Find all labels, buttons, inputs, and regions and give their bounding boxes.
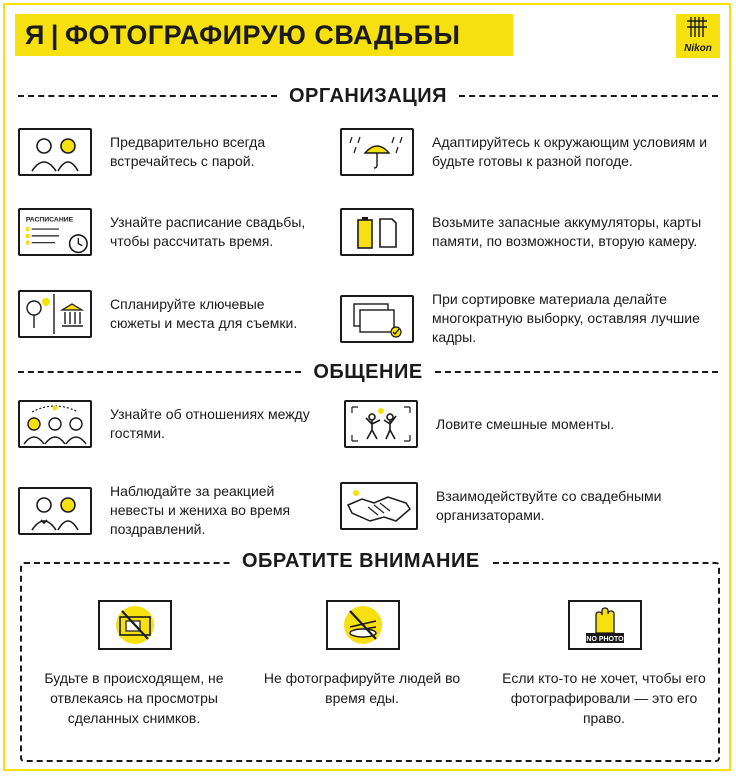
- logo-rays-icon: [687, 17, 709, 39]
- funny-moments-icon: [344, 400, 418, 448]
- svg-text:РАСПИСАНИЕ: РАСПИСАНИЕ: [25, 216, 74, 224]
- title-prefix: Я: [25, 19, 45, 50]
- brand-name: Nikon: [684, 43, 712, 54]
- org-item-sorting: [340, 290, 730, 347]
- org-item-weather: [340, 128, 730, 176]
- attention-text: Будьте в происходящем, не отвлекаясь на просмотры сделанных снимков.: [44, 670, 224, 726]
- org-item-text: Узнайте расписание свадьбы, чтобы рассчитать время.: [110, 214, 306, 249]
- org-item-text: При сортировке материала делайте многократную выборку, оставляя лучшие кадры.: [432, 291, 700, 345]
- places-plan-icon: [18, 290, 92, 338]
- bride-groom-icon: [18, 487, 92, 535]
- section-communication-title: ОБЩЕНИЕ: [313, 360, 423, 383]
- comm-item-text: Наблюдайте за реакцией невесты и жениха во время поздравлений.: [110, 483, 291, 537]
- attention-text: Если кто-то не хочет, чтобы его фотографировали — это его право.: [502, 670, 706, 726]
- attention-text: Не фотографируйте людей во время еды.: [263, 670, 461, 706]
- nikon-logo: [676, 14, 720, 58]
- title-main: ФОТОГРАФИРУЮ СВАДЬБЫ: [64, 19, 461, 50]
- org-item-meet-couple: [18, 128, 318, 176]
- org-item-text: Спланируйте ключевые сюжеты и места для съемки.: [110, 296, 298, 331]
- section-attention-title: ОБРАТИТЕ ВНИМАНИЕ: [230, 548, 492, 574]
- svg-text:NO PHOTO: NO PHOTO: [586, 636, 624, 643]
- comm-item-funny: [344, 400, 724, 448]
- photo-selection-icon: [340, 295, 414, 343]
- comm-item-text: Узнайте об отношениях между гостями.: [110, 406, 310, 441]
- section-organization-title: ОРГАНИЗАЦИЯ: [288, 84, 448, 107]
- page-title: [15, 14, 513, 56]
- section-communication-header: [18, 362, 718, 382]
- org-item-spares: [340, 208, 730, 256]
- handshake-icon: [340, 482, 418, 530]
- section-organization-header: [18, 86, 718, 106]
- guests-relations-icon: [18, 400, 92, 448]
- org-item-text: Адаптируйтесь к окружающим условиям и будьте готовы к разной погоде.: [432, 134, 708, 169]
- org-item-text: Возьмите запасные аккумуляторы, карты памяти, по возможности, вторую камеру.: [432, 214, 702, 249]
- comm-item-organizers: [340, 482, 720, 530]
- attention-box: [20, 562, 720, 762]
- rain-umbrella-icon: [340, 128, 414, 176]
- comm-item-text: Взаимодействуйте со свадебными организаторами.: [436, 488, 662, 523]
- org-item-plan: [18, 290, 318, 338]
- couple-portrait-icon: [18, 128, 92, 176]
- org-item-text: Предварительно всегда встречайтесь с парой.: [110, 134, 266, 169]
- comm-item-relations: [18, 400, 318, 448]
- comm-item-text: Ловите смешные моменты.: [436, 415, 615, 432]
- title-separator: |: [50, 19, 59, 50]
- no-eating-photo-icon: [326, 600, 400, 650]
- battery-memory-card-icon: [340, 208, 414, 256]
- no-camera-preview-icon: [98, 600, 172, 650]
- no-photo-hand-icon: [568, 600, 642, 650]
- comm-item-reaction: [18, 482, 318, 539]
- org-item-schedule: [18, 208, 318, 256]
- schedule-clock-icon: [18, 208, 92, 256]
